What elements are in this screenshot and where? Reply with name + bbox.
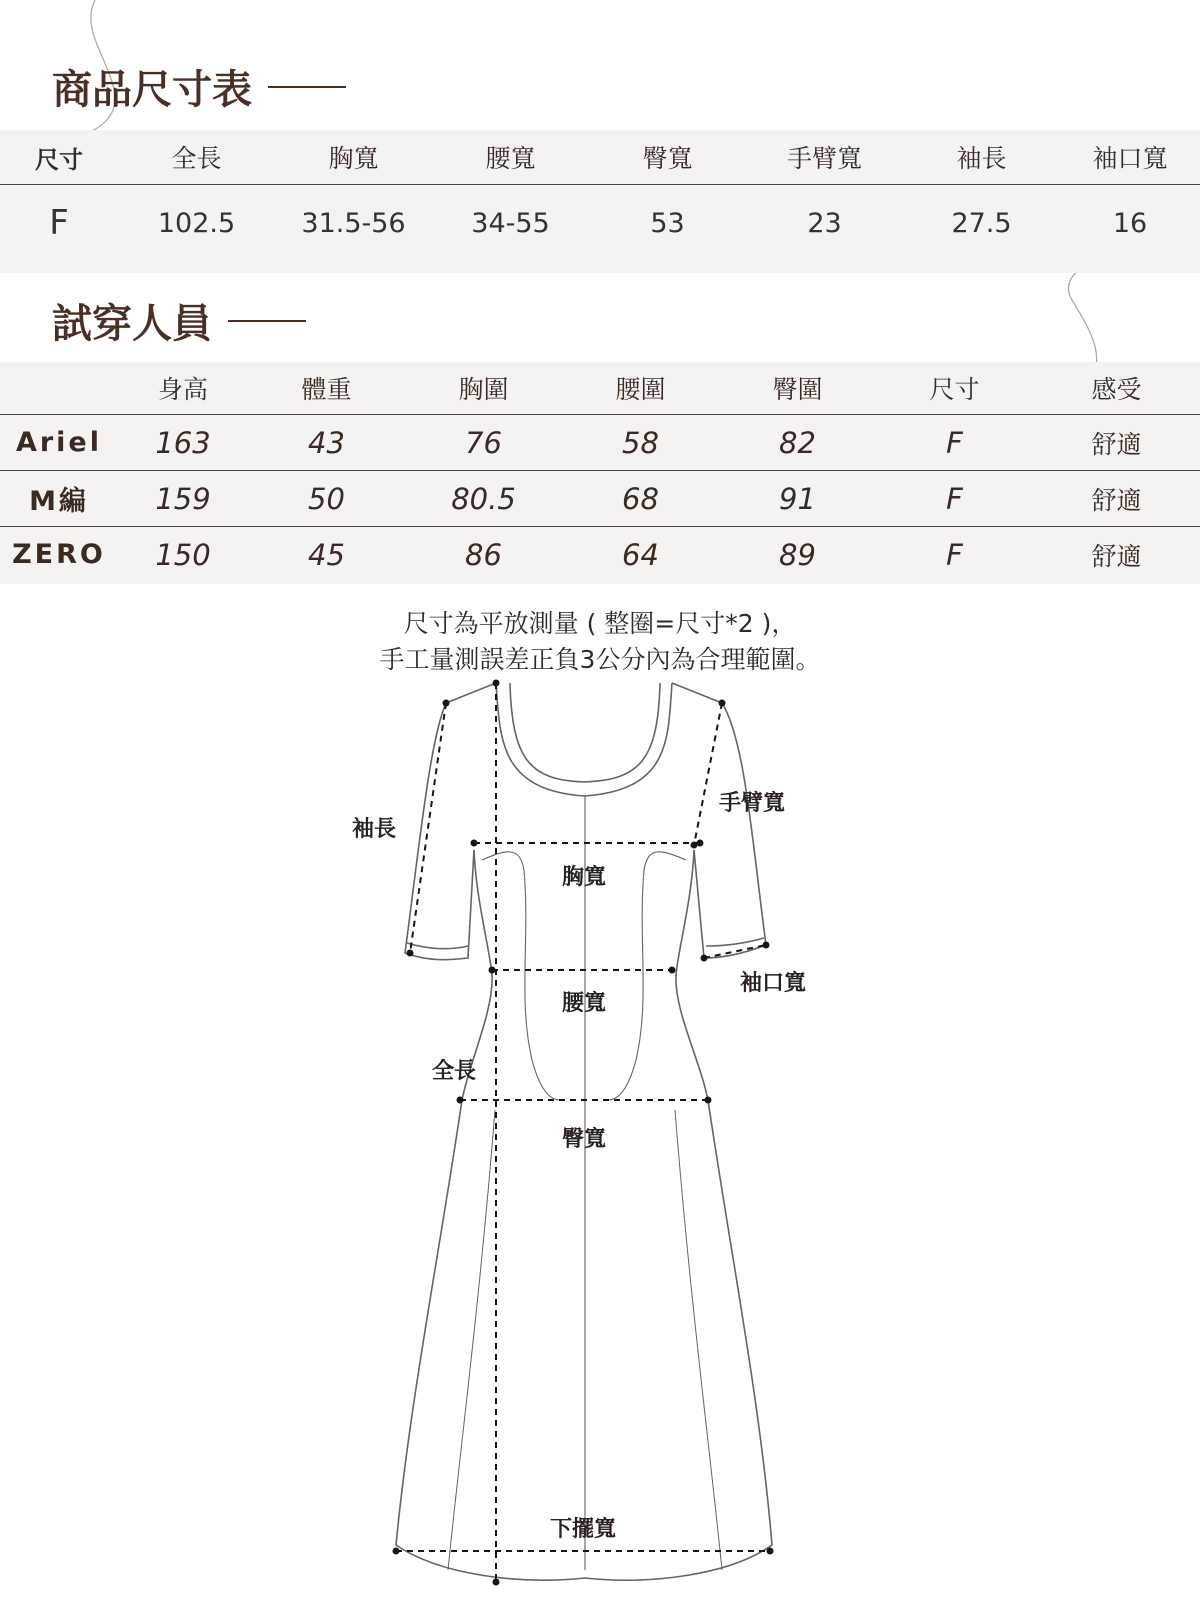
model-name: ZERO xyxy=(12,539,106,570)
model-name: M編 xyxy=(0,471,118,527)
model-name: Ariel xyxy=(0,415,118,471)
column-header: 體重 xyxy=(248,362,405,415)
table-cell: 159 xyxy=(118,471,248,527)
label-waist-width: 腰寬 xyxy=(562,990,607,1016)
table-cell: 45 xyxy=(308,537,345,572)
table-cell: 102.5 xyxy=(157,207,236,239)
table-cell: 68 xyxy=(562,471,719,527)
table-cell: F xyxy=(946,537,963,572)
table-cell: F xyxy=(876,415,1033,471)
column-header: 感受 xyxy=(1033,362,1200,415)
label-cuff-width: 袖口寬 xyxy=(740,970,807,996)
column-header: 全長 xyxy=(118,130,275,185)
column-header: 胸寬 xyxy=(275,130,432,185)
table-cell: 76 xyxy=(405,415,562,471)
table-cell: 86 xyxy=(465,537,502,572)
column-header: 尺寸 xyxy=(876,362,1033,415)
label-arm-width: 手臂寬 xyxy=(719,790,786,816)
table-cell: F xyxy=(49,203,69,243)
column-header: 腰圍 xyxy=(562,362,719,415)
table-cell: 50 xyxy=(248,471,405,527)
table-cell: 64 xyxy=(622,537,659,572)
label-hip-width: 臀寬 xyxy=(562,1126,607,1152)
table-cell: 34-55 xyxy=(471,207,550,239)
cuff-width-line xyxy=(704,945,766,958)
table-cell: 58 xyxy=(562,415,719,471)
column-header: 袖口寬 xyxy=(1060,130,1200,185)
column-header: 身高 xyxy=(118,362,248,415)
table-cell: F xyxy=(876,471,1033,527)
table-cell: 舒適 xyxy=(1033,415,1200,471)
sleeve-length-line xyxy=(410,703,446,953)
column-header: 臀寬 xyxy=(589,130,746,185)
table-cell: 43 xyxy=(248,415,405,471)
column-header: 袖長 xyxy=(903,130,1060,185)
table-cell: 163 xyxy=(118,415,248,471)
column-header: 手臂寬 xyxy=(746,130,903,185)
table-cell: 80.5 xyxy=(405,471,562,527)
label-sleeve-length: 袖長 xyxy=(352,816,397,842)
column-header: 尺寸 xyxy=(0,130,118,185)
label-hem-width: 下擺寬 xyxy=(550,1516,617,1542)
table-cell: 82 xyxy=(719,415,876,471)
column-header: 腰寬 xyxy=(432,130,589,185)
table-cell: 31.5-56 xyxy=(301,207,406,239)
model-table-title: 試穿人員 xyxy=(52,292,306,349)
table-cell: 89 xyxy=(779,537,816,572)
table-cell: 150 xyxy=(155,537,211,572)
label-full-length: 全長 xyxy=(432,1058,477,1084)
table-cell: 27.5 xyxy=(951,207,1012,239)
size-table-title: 商品尺寸表 xyxy=(52,58,346,115)
table-cell: 23 xyxy=(807,207,842,239)
table-cell: 91 xyxy=(719,471,876,527)
table-cell: 舒適 xyxy=(1033,471,1200,527)
column-header: 胸圍 xyxy=(405,362,562,415)
arm-width-line xyxy=(694,703,722,845)
note-line-1: 尺寸為平放測量 ( 整圈=尺寸*2 )， xyxy=(403,609,797,638)
label-chest-width: 胸寬 xyxy=(562,864,607,890)
column-header: 臀圍 xyxy=(719,362,876,415)
table-cell: 53 xyxy=(650,207,685,239)
table-cell: 16 xyxy=(1112,207,1148,239)
note-line-2: 手工量測誤差正負3公分內為合理範圍。 xyxy=(379,645,821,674)
table-cell: 舒適 xyxy=(1091,541,1142,571)
